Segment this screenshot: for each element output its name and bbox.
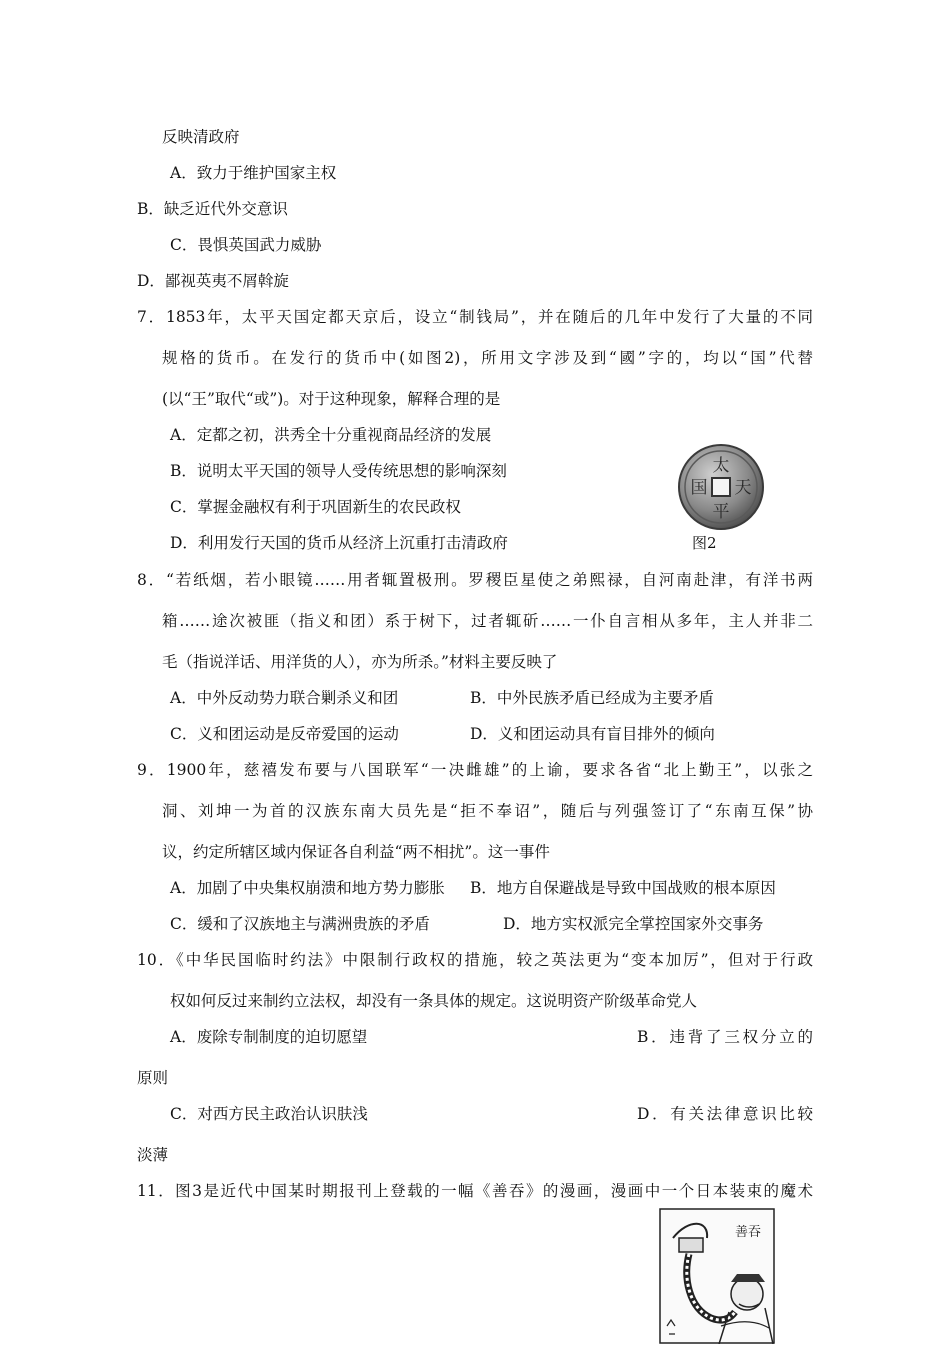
q8-stem-line1: 8．“若纸烟，若小眼镜……用者辄置极刑。罗稷臣星使之弟熙禄，自河南赴津，有洋书两 [137, 571, 813, 589]
q9-stem-line3: 议，约定所辖区域内保证各自利益“两不相扰”。这一事件 [162, 843, 550, 861]
q8-option-b: B．中外民族矛盾已经成为主要矛盾 [470, 689, 714, 707]
cartoon-title: 善吞 [735, 1225, 762, 1240]
coin-char-right: 天 [734, 478, 752, 498]
q6-option-a: A．致力于维护国家主权 [170, 164, 337, 182]
q9-stem-line2: 洞、刘坤一为首的汉族东南大员先是“拒不奉诏”，随后与列强签订了“东南互保”协 [162, 802, 813, 820]
coin-char-bottom: 平 [712, 502, 730, 522]
q10-option-b-tail: 原则 [137, 1069, 169, 1087]
coin-char-top: 太 [712, 456, 730, 476]
q7-stem-line2: 规格的货币。在发行的货币中(如图2)，所用文字涉及到“國”字的，均以“国”代替 [162, 349, 813, 367]
q10-stem-line2: 权如何反过来制约立法权，却没有一条具体的规定。这说明资产阶级革命党人 [170, 992, 698, 1010]
q10-option-d-tail: 淡薄 [137, 1146, 169, 1164]
q8-option-a: A．中外反动势力联合剿杀义和团 [170, 689, 399, 707]
q9-option-b: B．地方自保避战是导致中国战败的根本原因 [470, 879, 776, 897]
q7-option-b: B．说明太平天国的领导人受传统思想的影响深刻 [170, 462, 507, 480]
q7-option-a: A．定都之初，洪秀全十分重视商品经济的发展 [170, 426, 492, 444]
q11-stem-line1: 11．图3是近代中国某时期报刊上登载的一幅《善吞》的漫画，漫画中一个日本装束的魔术 [137, 1182, 813, 1200]
q10-option-c: C．对西方民主政治认识肤浅 [170, 1105, 368, 1123]
q9-option-c: C．缓和了汉族地主与满洲贵族的矛盾 [170, 915, 430, 933]
q9-stem-line1: 9．1900年，慈禧发布要与八国联军“一决雌雄”的上谕，要求各省“北上勤王”，以张之 [137, 761, 813, 779]
q6-option-c: C．畏惧英国武力威胁 [170, 236, 322, 254]
q7-stem-line1: 7．1853年，太平天国定都天京后，设立“制钱局”，并在随后的几年中发行了大量的不同 [137, 308, 813, 326]
q6-option-b: B．缺乏近代外交意识 [137, 200, 288, 218]
q7-option-c: C．掌握金融权有利于巩固新生的农民政权 [170, 498, 461, 516]
q9-option-d: D．地方实权派完全掌控国家外交事务 [503, 915, 764, 933]
q8-stem-line3: 毛（指说洋话、用洋货的人），亦为所杀。”材料主要反映了 [162, 653, 558, 671]
q8-stem-line2: 箱……途次被匪（指义和团）系于树下，过者辄斫……一仆自言相从多年，主人并非二 [162, 612, 813, 630]
q8-option-d: D．义和团运动具有盲目排外的倾向 [470, 725, 715, 743]
q6-stem-tail: 反映清政府 [162, 128, 240, 146]
q7-option-d: D．利用发行天国的货币从经济上沉重打击清政府 [170, 534, 508, 552]
figure-2-caption: 图2 [692, 534, 717, 552]
q10-option-d: D．有关法律意识比较 [637, 1105, 813, 1123]
q6-option-d: D．鄙视英夷不屑斡旋 [137, 272, 289, 290]
q8-option-c: C．义和团运动是反帝爱国的运动 [170, 725, 399, 743]
q10-option-a: A．废除专制制度的迫切愿望 [170, 1028, 368, 1046]
coin-char-left: 国 [690, 478, 708, 498]
q7-stem-line3: (以“王”取代“或”)。对于这种现象，解释合理的是 [162, 390, 501, 408]
cartoon-image [659, 1208, 775, 1344]
cartoon-figure [659, 1208, 775, 1344]
coin-image [676, 443, 766, 531]
q9-option-a: A．加剧了中央集权崩溃和地方势力膨胀 [170, 879, 445, 897]
q10-option-b: B．违背了三权分立的 [637, 1028, 813, 1046]
coin-figure [676, 443, 766, 531]
q10-stem-line1: 10．《中华民国临时约法》中限制行政权的措施，较之英法更为“变本加厉”，但对于行政 [137, 951, 813, 969]
